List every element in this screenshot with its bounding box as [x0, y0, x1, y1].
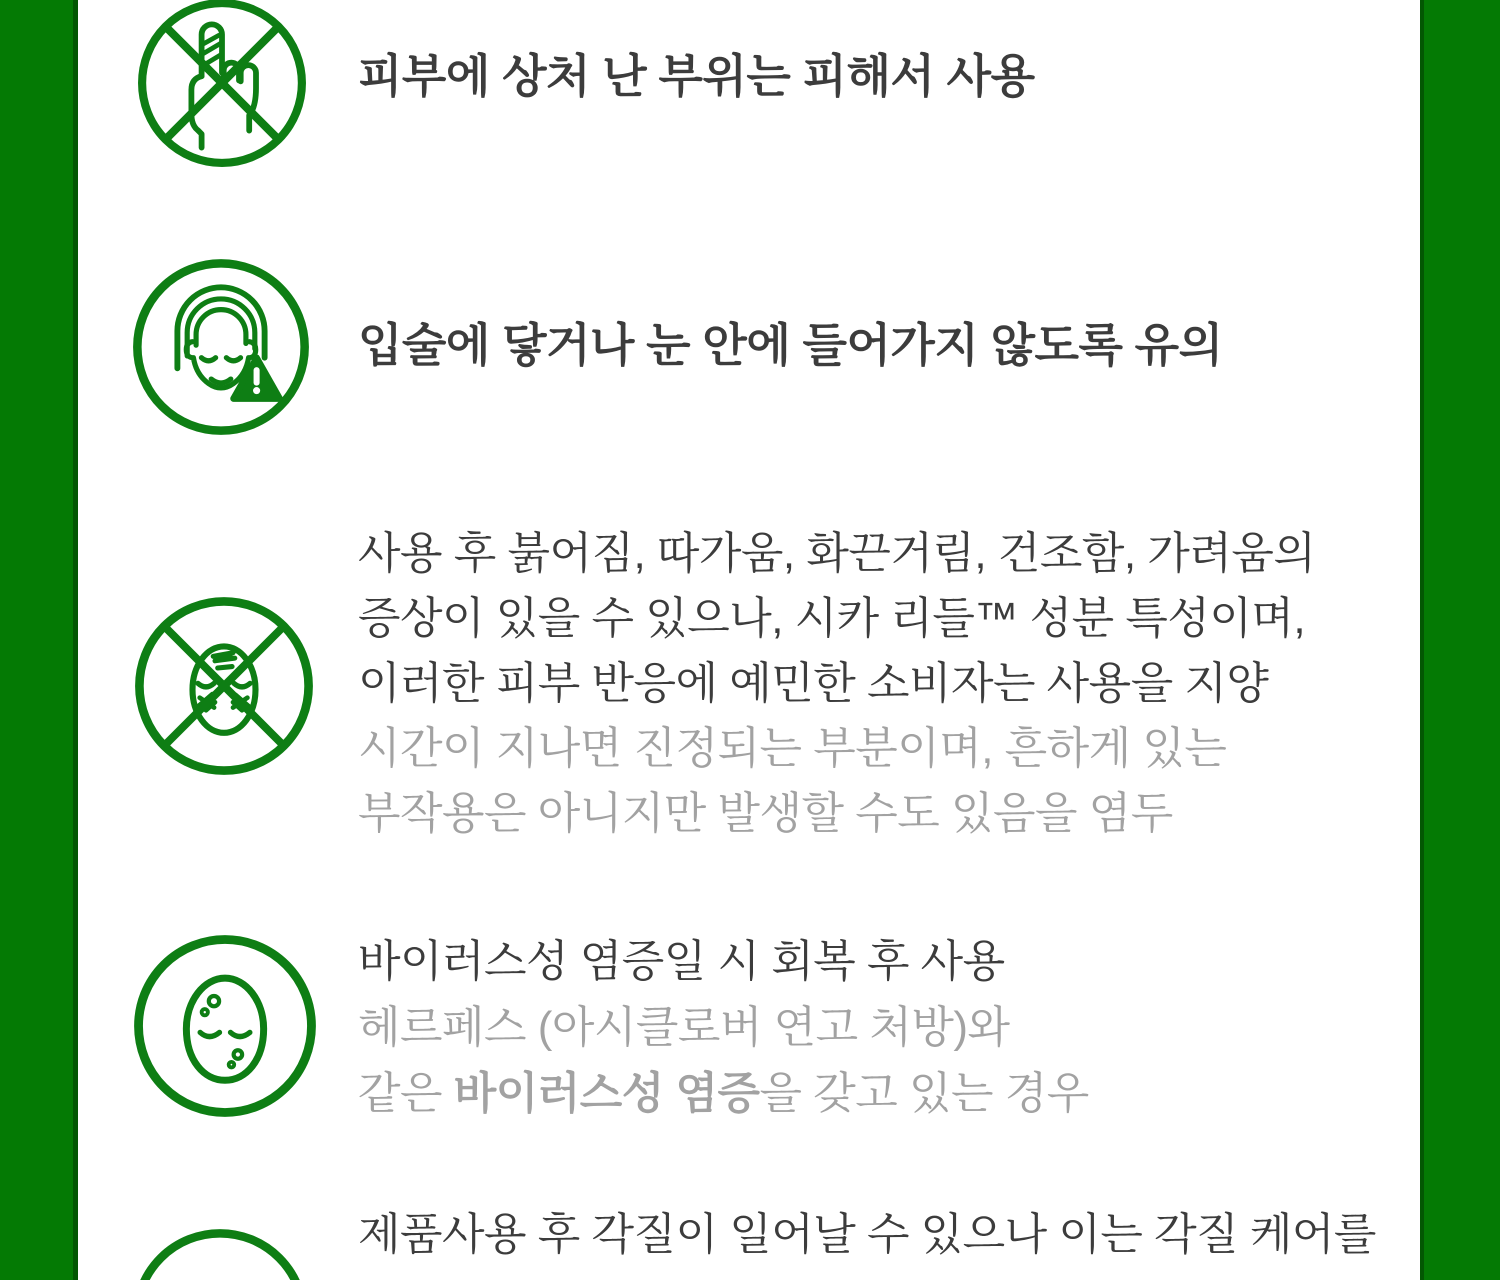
caution-line: 바이러스성 염증일 시 회복 후 사용 — [358, 937, 1005, 986]
caution-line: 시간이 지나면 진정되는 부분이며, 흔하게 있는 — [358, 724, 1227, 773]
caution-line: 피부에 상처 난 부위는 피해서 사용 — [358, 50, 1035, 102]
skin-layers-icon — [131, 1228, 309, 1280]
caution-line-segment-bold: 바이러스성 염증 — [453, 1069, 760, 1118]
caution-row-viral-inflammation — [358, 929, 1089, 1127]
caution-line: 입술에 닿거나 눈 안에 들어가지 않도록 유의 — [358, 319, 1223, 371]
right-green-border — [1420, 0, 1500, 1280]
caution-row-avoid-lips-eyes — [358, 315, 1223, 375]
caution-line: 증상이 있을 수 있으나, 시카 리들™ 성분 특성이며, — [358, 594, 1306, 643]
caution-line-segment: 을 갖고 있는 경우 — [759, 1069, 1089, 1118]
caution-row-possible-irritation — [358, 521, 1315, 846]
blemish-face-icon — [133, 934, 317, 1118]
caution-line: 제품사용 후 각질이 일어날 수 있으나 이는 각질 케어를 — [358, 1210, 1376, 1259]
irritated-face-crossed-icon — [134, 596, 314, 776]
caution-line: 헤르페스 (아시클로버 연고 처방)와 — [358, 1003, 1010, 1052]
caution-line — [358, 1061, 1089, 1127]
caution-line: 부작용은 아니지만 발생할 수도 있음을 염두 — [358, 789, 1173, 838]
caution-row-flaking-after-use — [358, 1202, 1376, 1267]
caution-line: 사용 후 붉어짐, 따가움, 화끈거림, 건조함, 가려움의 — [358, 529, 1316, 578]
caution-line: 이러한 피부 반응에 예민한 소비자는 사용을 지양 — [358, 659, 1269, 708]
face-warning-icon — [132, 258, 310, 436]
caution-line-segment: 같은 — [358, 1069, 454, 1118]
no-touch-wound-icon — [137, 0, 307, 168]
caution-row-avoid-wounded-skin — [358, 46, 1035, 106]
left-green-border — [0, 0, 78, 1280]
